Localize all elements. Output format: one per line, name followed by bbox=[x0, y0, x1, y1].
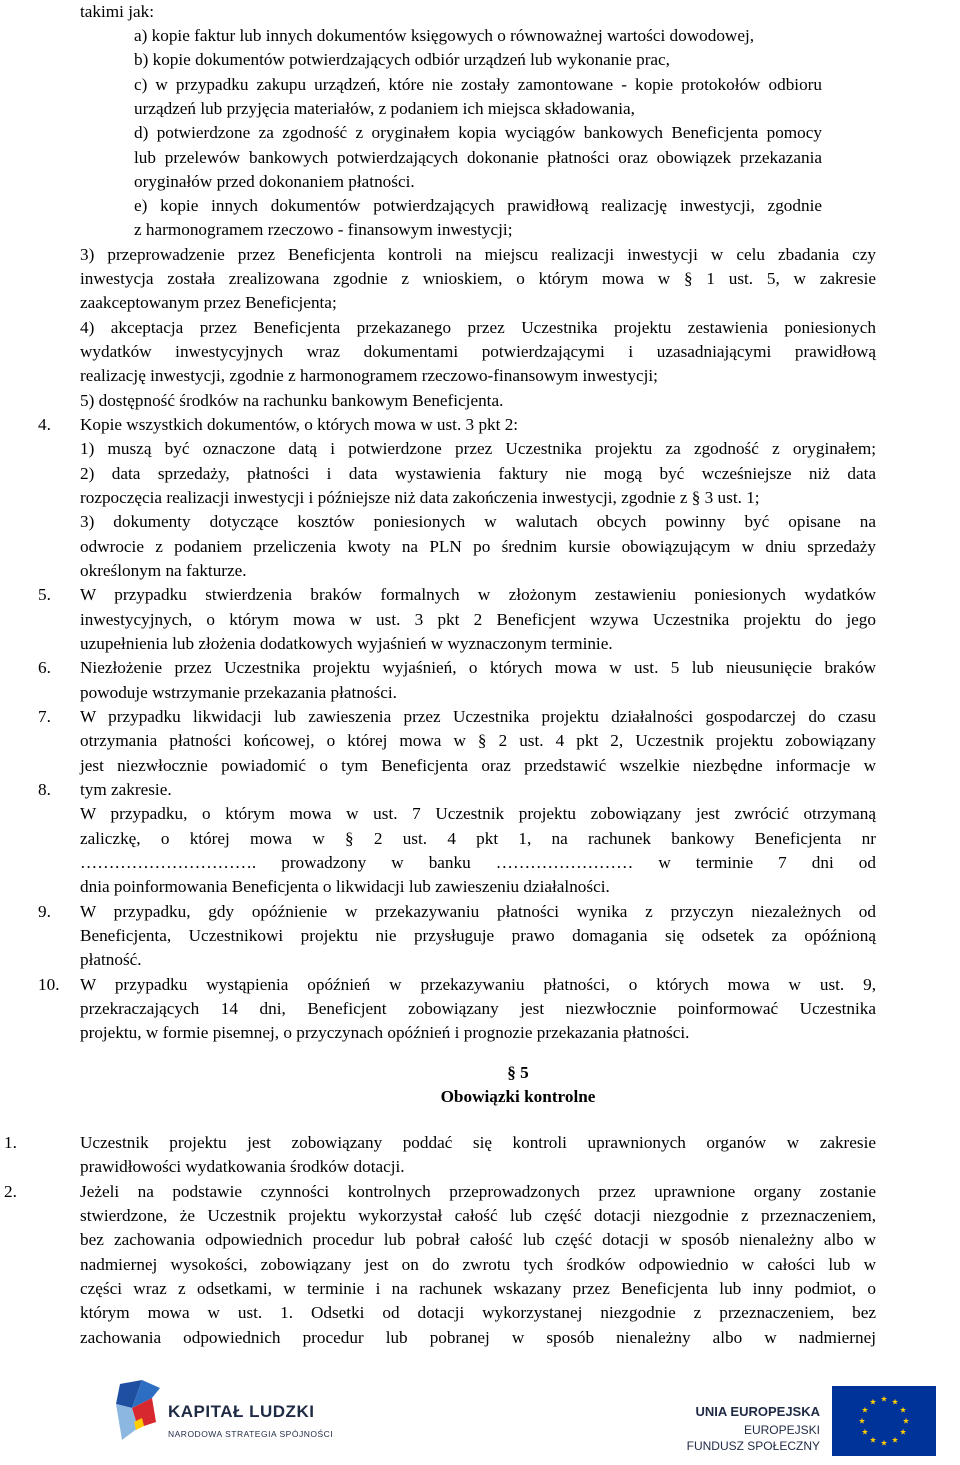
text-line: jest niezwłocznie powiadomić o tym Beneficjenta oraz przedstawić wszelkie niezbędne informacje w bbox=[80, 756, 876, 775]
text-line: powoduje wstrzymanie przekazania płatności. bbox=[80, 683, 397, 702]
section-title: Obowiązki kontrolne bbox=[440, 1087, 596, 1106]
text-line: 3) dokumenty dotyczące kosztów poniesionych w walutach obcych powinny być opisane na bbox=[80, 512, 876, 531]
list-number: 10. bbox=[38, 975, 60, 994]
text-line: Beneficjenta, Uczestnikowi projektu nie przysługuje prawo domagania się odsetek za opóźnioną bbox=[80, 926, 876, 945]
text-line: W przypadku wystąpienia opóźnień w przekazywaniu płatności, o których mowa w ust. 9, bbox=[80, 975, 876, 994]
text-line: uzupełnienia lub złożenia dodatkowych wyjaśnień w wyznaczonym terminie. bbox=[80, 634, 613, 653]
text-line: odwrocie z podaniem przeliczenia kwoty na PLN po średnim kursie obowiązującym w dniu sprzedaży bbox=[80, 537, 876, 556]
text-line: Kopie wszystkich dokumentów, o których mowa w ust. 3 pkt 2: bbox=[80, 415, 519, 434]
text-line: W przypadku stwierdzenia braków formalnych w złożonym zestawieniu poniesionych wydatków bbox=[80, 585, 876, 604]
text-line: inwestycyjnych, o którym mowa w ust. 3 pkt 2 Beneficjent wzywa Uczestnika projektu do jego bbox=[80, 610, 876, 629]
kapital-ludzki-logo-icon bbox=[112, 1378, 164, 1446]
text-line: 1) muszą być oznaczone datą i potwierdzone przez Uczestnika projektu za zgodność z oryginałem; bbox=[80, 439, 876, 458]
kapital-ludzki-subtitle: NARODOWA STRATEGIA SPÓJNOŚCI bbox=[168, 1429, 334, 1439]
text-line: realizację inwestycji, zgodnie z harmonogramem rzeczowo-finansowym inwestycji; bbox=[80, 366, 658, 385]
text-line: nadmiernej wysokości, zobowiązany jest on do zwrotu tych środków odpowiednio w całości lub w bbox=[80, 1255, 876, 1274]
text-line: d) potwierdzone za zgodność z oryginałem kopia wyciągów bankowych Beneficjenta pomocy bbox=[134, 123, 822, 142]
text-line: c) w przypadku zakupu urządzeń, które nie zostały zamontowane - kopie protokołów odbioru bbox=[134, 75, 822, 94]
text-line: W przypadku, gdy opóźnienie w przekazywaniu płatności wynika z przyczyn niezależnych od bbox=[80, 902, 876, 921]
text-line: 4) akceptacja przez Beneficjenta przekazanego przez Uczestnika projektu zestawienia poniesionych bbox=[80, 318, 876, 337]
text-line: z harmonogramem rzeczowo - finansowym inwestycji; bbox=[134, 220, 513, 239]
text-line: prawidłowości wydatkowania środków dotacji. bbox=[80, 1157, 405, 1176]
list-number: 8. bbox=[38, 780, 51, 799]
list-number: 7. bbox=[38, 707, 51, 726]
text-line: Jeżeli na podstawie czynności kontrolnych przeprowadzonych przez uprawnione organy zostanie bbox=[80, 1182, 876, 1201]
text-line: tym zakresie. bbox=[80, 780, 172, 799]
list-number: 9. bbox=[38, 902, 51, 921]
text-line: otrzymania płatności końcowej, o której mowa w § 2 ust. 4 pkt 2, Uczestnik projektu zobowiązany bbox=[80, 731, 876, 750]
list-number: 6. bbox=[38, 658, 51, 677]
eu-fund-line1: EUROPEJSKI bbox=[743, 1423, 820, 1437]
text-line: zaakceptowanym przez Beneficjenta; bbox=[80, 293, 337, 312]
text-line: stwierdzone, że Uczestnik projektu wykorzystał całość lub część dotacji niezgodnie z przeznaczeniem, bbox=[80, 1206, 876, 1225]
text-line: projektu, w formie pisemnej, o przyczynach opóźnień i prognozie przekazania płatności. bbox=[80, 1023, 690, 1042]
text-line: 2) data sprzedaży, płatności i data wystawienia faktury nie mogą być wcześniejsze niż data bbox=[80, 464, 876, 483]
text-line: Niezłożenie przez Uczestnika projektu wyjaśnień, o których mowa w ust. 5 lub nieusunięcie braków bbox=[80, 658, 876, 677]
text-line: bez zachowania odpowiednich procedur lub pobrał całość lub część dotacji w sposób nienależny albo w bbox=[80, 1230, 876, 1249]
kapital-ludzki-title: KAPITAŁ LUDZKI bbox=[168, 1402, 315, 1421]
text-line: W przypadku, o którym mowa w ust. 7 Uczestnik projektu zobowiązany jest zwrócić otrzymaną bbox=[80, 804, 876, 823]
text-line: płatność. bbox=[80, 950, 142, 969]
eu-flag-icon bbox=[832, 1386, 936, 1456]
text-line: zaliczkę, o której mowa w § 2 ust. 4 pkt 1, na rachunek bankowy Beneficjenta nr bbox=[80, 829, 876, 848]
list-number: 5. bbox=[38, 585, 51, 604]
text-line: takimi jak: bbox=[80, 2, 154, 21]
text-line: b) kopie dokumentów potwierdzających odbiór urządzeń lub wykonanie prac, bbox=[134, 50, 670, 69]
section-number: § 5 bbox=[507, 1063, 529, 1082]
text-line: …………………………. prowadzony w banku …………………… w terminie 7 dni od bbox=[80, 853, 876, 872]
list-number: 2. bbox=[4, 1182, 17, 1201]
text-line: lub przelewów bankowych potwierdzających dokonanie płatności oraz obowiązek przekazania bbox=[134, 148, 822, 167]
text-line: urządzeń lub przyjęcia materiałów, z podaniem ich miejsca składowania, bbox=[134, 99, 635, 118]
eu-title: UNIA EUROPEJSKA bbox=[695, 1404, 820, 1419]
text-line: rozpoczęcia realizacji inwestycji i późniejsze niż data zakończenia inwestycji, zgodnie z § 3 ust. 1; bbox=[80, 488, 760, 507]
text-line: dnia poinformowania Beneficjenta o likwidacji lub zawieszeniu działalności. bbox=[80, 877, 610, 896]
list-number: 1. bbox=[4, 1133, 17, 1152]
text-line: W przypadku likwidacji lub zawieszenia przez Uczestnika projektu działalności gospodarczej do czasu bbox=[80, 707, 876, 726]
text-line: zachowania odpowiednich procedur lub pobranej w sposób nienależny albo w nadmiernej bbox=[80, 1328, 876, 1347]
list-number: 4. bbox=[38, 415, 51, 434]
text-line: Uczestnik projektu jest zobowiązany poddać się kontroli uprawnionych organów w zakresie bbox=[80, 1133, 876, 1152]
text-line: określonym na fakturze. bbox=[80, 561, 247, 580]
text-line: e) kopie innych dokumentów potwierdzających prawidłową realizację inwestycji, zgodnie bbox=[134, 196, 822, 215]
text-line: a) kopie faktur lub innych dokumentów księgowych o równoważnej wartości dowodowej, bbox=[134, 26, 755, 45]
text-line: którym mowa w ust. 1. Odsetki od dotacji wykorzystanej niezgodnie z przeznaczeniem, bez bbox=[80, 1303, 876, 1322]
text-line: części wraz z odsetkami, w terminie i na rachunek wskazany przez Beneficjenta lub inny podmiot, o bbox=[80, 1279, 876, 1298]
footer bbox=[0, 1370, 960, 1465]
text-line: inwestycja została zrealizowana zgodnie z wnioskiem, o którym mowa w § 1 ust. 5, w zakresie bbox=[80, 269, 876, 288]
eu-fund-line2: FUNDUSZ SPOŁECZNY bbox=[686, 1439, 820, 1453]
text-line: przekraczających 14 dni, Beneficjent zobowiązany jest niezwłocznie poinformować Uczestnika bbox=[80, 999, 876, 1018]
text-line: 5) dostępność środków na rachunku bankowym Beneficjenta. bbox=[80, 391, 504, 410]
text-line: wydatków inwestycyjnych wraz dokumentami potwierdzającymi i uzasadniającymi prawidłową bbox=[80, 342, 876, 361]
text-line: 3) przeprowadzenie przez Beneficjenta kontroli na miejscu realizacji inwestycji w celu zbadania czy bbox=[80, 245, 876, 264]
text-line: oryginałów przed dokonaniem płatności. bbox=[134, 172, 415, 191]
